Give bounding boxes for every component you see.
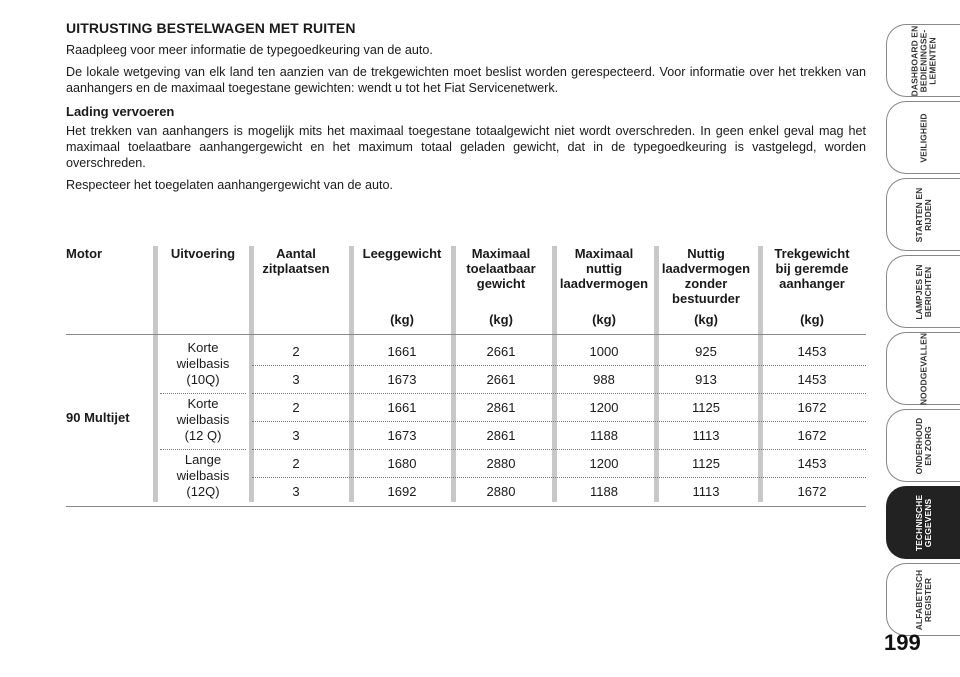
table-cell-max_toelaatbaar: 2661 [486,372,516,387]
paragraph-1: Raadpleeg voor meer informatie de typegoedkeuring van de auto. [66,43,433,57]
tab-label: LAMPJES EN BERICHTEN [913,263,933,320]
tab-label: ALFABETISCH REGISTER [913,569,933,630]
table-cell-nuttig_zonder: 1113 [692,428,720,443]
column-header: Uitvoering [170,246,236,261]
table-cell-leeggewicht: 1692 [387,484,417,499]
unit-label: (kg) [390,312,414,327]
tab-technische-gegevens[interactable] [886,486,960,559]
tab-alfabetisch-register[interactable] [886,563,960,636]
table-cell-trekgewicht: 1453 [797,456,827,471]
column-header: Nuttig laadvermogen zonder bestuurder [661,246,751,306]
tab-label: TECHNISCHE GEGEVENS [913,494,933,551]
page-number: 199 [884,630,921,655]
table-cell-trekgewicht: 1453 [797,344,827,359]
table-cell-max_toelaatbaar: 2880 [486,456,516,471]
tab-label: ONDERHOUD EN ZORG [913,417,933,474]
table-cell-leeggewicht: 1661 [387,400,417,415]
table-cell-leeggewicht: 1673 [387,372,417,387]
unit-label: (kg) [800,312,824,327]
table-cell-seats: 3 [292,484,300,499]
version-cell: Korte wielbasis (10Q) [176,340,230,387]
table-cell-max_toelaatbaar: 2861 [486,400,516,415]
tab-label: VEILIGHEID [918,112,928,163]
version-cell: Korte wielbasis (12 Q) [176,396,230,443]
table-cell-trekgewicht: 1453 [797,372,827,387]
unit-label: (kg) [694,312,718,327]
table-bottom-line [66,506,866,507]
table-cell-seats: 2 [292,456,300,471]
table-cell-leeggewicht: 1661 [387,344,417,359]
table-cell-nuttig_zonder: 1125 [692,456,720,471]
table-cell-max_nuttig: 1200 [589,400,619,415]
column-header: Trekgewicht bij geremde aanhanger [774,246,850,291]
table-cell-nuttig_zonder: 1125 [692,400,720,415]
column-header: Motor [66,246,103,261]
table-cell-max_toelaatbaar: 2861 [486,428,516,443]
paragraph-2: De lokale wetgeving van elk land ten aanzien van de trekgewichten moet beslist worden gerespecteerd. Voor informatie over het trekken van aanhangers en de maximaal toegestane gewichten: wendt u tot het Fiat Servicenetwerk. [66,65,866,95]
section-title: UITRUSTING BESTELWAGEN MET RUITEN [66,20,356,36]
row-divider [252,393,866,394]
table-cell-max_nuttig: 988 [593,372,615,387]
table-cell-trekgewicht: 1672 [797,400,827,415]
group-divider [160,449,246,450]
column-header: Aantal zitplaatsen [262,246,330,276]
table-cell-seats: 2 [292,344,300,359]
table-cell-max_nuttig: 1200 [589,456,619,471]
unit-label: (kg) [489,312,513,327]
table-cell-seats: 2 [292,400,300,415]
table-cell-max_toelaatbaar: 2661 [486,344,516,359]
table-cell-max_nuttig: 1000 [589,344,619,359]
row-divider [252,421,866,422]
unit-label: (kg) [592,312,616,327]
group-divider [160,393,246,394]
table-cell-nuttig_zonder: 913 [695,372,717,387]
paragraph-3: Het trekken van aanhangers is mogelijk mits het maximaal toegestane totaalgewicht niet wordt overschreden. In geen enkel geval mag het maximaal toelaatbare aanhangergewicht en het maximum totaal geladen gewicht, dat in de typegoedkeuring is vastgelegd, worden overschreden. [66,124,866,170]
table-cell-max_nuttig: 1188 [590,428,618,443]
subheading: Lading vervoeren [66,104,175,119]
column-header: Maximaal toelaatbaar gewicht [466,246,536,291]
table-cell-nuttig_zonder: 1113 [692,484,720,499]
paragraph-4: Respecteer het toegelaten aanhangergewicht van de auto. [66,178,393,192]
version-cell: Lange wielbasis (12Q) [176,452,230,499]
row-divider [252,449,866,450]
column-header: Leeggewicht [362,246,442,261]
table-cell-leeggewicht: 1673 [387,428,417,443]
column-header: Maximaal nuttig laadvermogen [559,246,649,291]
table-cell-leeggewicht: 1680 [387,456,417,471]
table-cell-seats: 3 [292,428,300,443]
table-cell-trekgewicht: 1672 [797,484,827,499]
table-cell-max_nuttig: 1188 [590,484,618,499]
table-cell-nuttig_zonder: 925 [695,344,717,359]
tab-starten[interactable] [886,178,960,251]
column-separator [153,246,158,502]
table-cell-seats: 3 [292,372,300,387]
motor-cell: 90 Multijet [66,410,130,425]
tab-dashboard[interactable] [886,24,960,97]
tab-veiligheid[interactable] [886,101,960,174]
row-divider [252,477,866,478]
row-divider [252,365,866,366]
tab-noodgevallen[interactable] [886,332,960,405]
tab-label: DASHBOARD EN BEDIENINGSE- LEMENTEN [909,25,937,96]
tab-label: STARTEN EN RIJDEN [913,187,933,242]
table-cell-trekgewicht: 1672 [797,428,827,443]
weights-table [66,246,866,510]
table-cell-max_toelaatbaar: 2880 [486,484,516,499]
header-divider [66,334,866,335]
tab-lampjes[interactable] [886,255,960,328]
tab-label: NOODGEVALLEN [918,332,928,405]
text-section [66,20,866,199]
tab-onderhoud[interactable] [886,409,960,482]
